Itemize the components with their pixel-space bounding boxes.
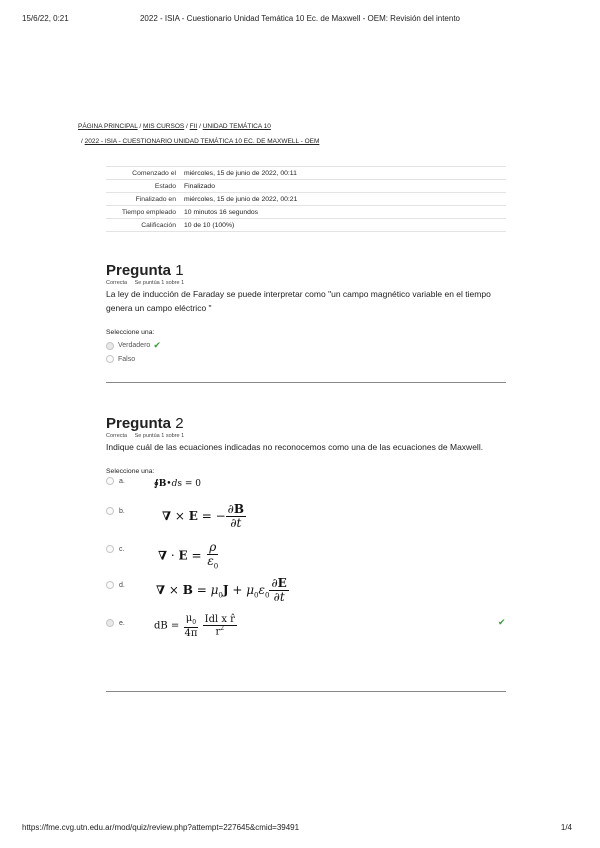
option-label: a.: [119, 477, 125, 485]
summary-label: Comenzado el: [106, 167, 180, 180]
summary-row: [106, 206, 506, 219]
summary-row: [106, 167, 506, 180]
radio-selected[interactable]: [106, 619, 114, 627]
question-info: [106, 433, 506, 439]
summary-value: 10 de 10 (100%): [180, 219, 506, 232]
radio[interactable]: [106, 355, 114, 363]
equation-d-image: ∇ × $B = \mu_0J + \mu_0\varepsilon_0$ $\frac{\partial E}{\partial t}$: [156, 576, 287, 605]
answer-prompt: Seleccione una:: [106, 468, 155, 475]
breadcrumb-unit[interactable]: UNIDAD TEMÁTICA 10: [202, 123, 271, 130]
option-label: Falso: [118, 355, 136, 363]
summary-value: miércoles, 15 de junio de 2022, 00:21: [180, 193, 506, 206]
breadcrumb-separator: /: [186, 123, 188, 130]
correct-check-icon: ✔: [498, 617, 506, 627]
answer-prompt: Seleccione una:: [106, 329, 155, 336]
breadcrumb-home[interactable]: PÁGINA PRINCIPAL: [78, 123, 138, 130]
print-title: 2022 - ISIA - Cuestionario Unidad Temática 10 Ec. de Maxwell - OEM: Revisión del intento: [139, 14, 460, 23]
print-date: 15/6/22, 0:21: [22, 14, 69, 23]
radio[interactable]: [106, 581, 114, 589]
summary-value: Finalizado: [180, 180, 506, 193]
option-c[interactable]: [106, 545, 124, 553]
summary-row: [106, 219, 506, 232]
option-b[interactable]: [106, 507, 125, 515]
option-false[interactable]: [106, 355, 506, 363]
option-d[interactable]: [106, 581, 125, 589]
question-title: Pregunta 2: [106, 415, 184, 432]
attempt-summary-table: [106, 166, 506, 232]
breadcrumb-my-courses[interactable]: MIS CURSOS: [143, 123, 185, 130]
breadcrumb-course[interactable]: FII: [189, 123, 198, 130]
question-2: [106, 415, 506, 645]
summary-value: miércoles, 15 de junio de 2022, 00:11: [180, 167, 506, 180]
question-text: Indique cuál de las ecuaciones indicadas no reconocemos como una de las ecuaciones de Maxwell.: [106, 442, 484, 452]
question-title: Pregunta 1: [106, 262, 184, 279]
radio[interactable]: [106, 545, 114, 553]
question-separator: [106, 691, 506, 692]
summary-label: Calificación: [106, 219, 180, 232]
question-separator: [106, 382, 506, 383]
equation-options: [106, 475, 506, 645]
breadcrumb-quiz[interactable]: 2022 - ISIA - CUESTIONARIO UNIDAD TEMÁTICA 10 EC. DE MAXWELL - OEM: [84, 138, 320, 145]
summary-label: Finalizado en: [106, 193, 180, 206]
question-status: Correcta: [106, 433, 128, 439]
question-grade: Se puntúa 1 sobre 1: [134, 433, 185, 439]
option-label: d.: [119, 581, 125, 589]
equation-c-image: ∇ · E = $\frac{\rho}{\varepsilon_0}$: [158, 540, 219, 571]
summary-label: Tiempo empleado: [106, 206, 180, 219]
question-info: [106, 280, 506, 286]
footer-url: https://fme.cvg.utn.edu.ar/mod/quiz/review.php?attempt=227645&cmid=39491: [22, 823, 300, 832]
page-number: 1/4: [560, 823, 572, 832]
option-e[interactable]: [106, 619, 125, 627]
question-text: La ley de inducción de Faraday se puede interpretar como "un campo magnético variable en el tiempo genera un campo eléctrico ": [106, 289, 491, 313]
breadcrumb-separator: /: [139, 123, 142, 130]
option-label: Verdadero: [118, 342, 151, 349]
summary-row: [106, 180, 506, 193]
question-grade: Se puntúa 1 sobre 1: [134, 280, 185, 286]
breadcrumb: [78, 123, 319, 145]
equation-e-image: dB = $\frac{\mu_0}{4\pi}$ $\frac{\text{Idl x r̂}}{r^2}$: [154, 613, 235, 639]
option-label: b.: [119, 507, 125, 515]
radio-selected[interactable]: [106, 342, 114, 350]
equation-b-image: ∇ × E = − $\frac{\partial B}{\partial t}$: [162, 502, 245, 531]
radio[interactable]: [106, 507, 114, 515]
question-status: Correcta: [106, 280, 128, 286]
question-1: [106, 262, 506, 363]
breadcrumb-separator: /: [199, 123, 201, 130]
summary-row: [106, 193, 506, 206]
option-a[interactable]: [106, 477, 125, 485]
equation-a-image: ∮B•ds = 0: [154, 479, 201, 489]
breadcrumb-separator: /: [81, 138, 83, 145]
option-label: c.: [119, 545, 125, 553]
correct-check-icon: ✔: [153, 340, 161, 350]
radio[interactable]: [106, 477, 114, 485]
summary-label: Estado: [106, 180, 180, 193]
option-true[interactable]: [106, 340, 506, 351]
option-label: e.: [119, 619, 125, 627]
summary-value: 10 minutos 16 segundos: [180, 206, 506, 219]
